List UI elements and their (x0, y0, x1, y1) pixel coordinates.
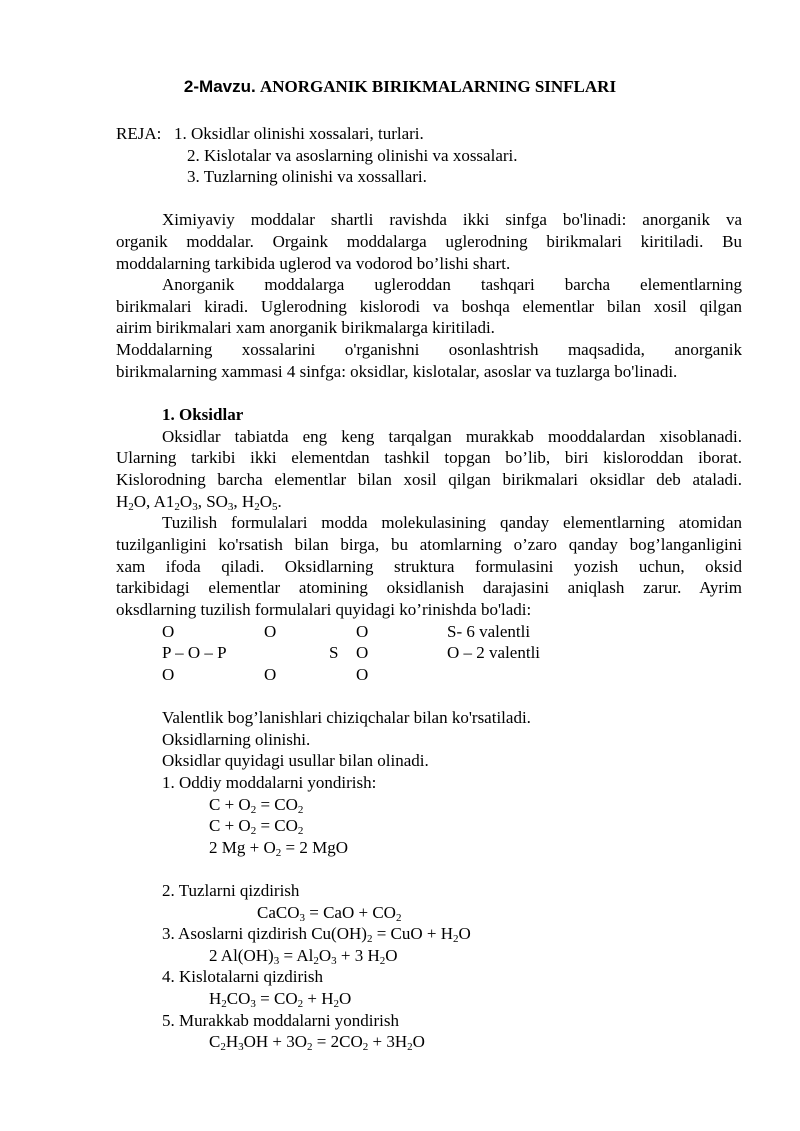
title-main: ANORGANIK BIRIKMALARNING SINFLARI (259, 77, 617, 96)
valentlik-line: Valentlik bog’lanishlari chiziqchalar bilan ko'rsatiladi. (162, 708, 531, 727)
structure-r1-c4: S- 6 valentli (447, 622, 531, 641)
reja-item-1: 1. Oksidlar olinishi xossalari, turlari. (174, 124, 424, 143)
method-3: 3. Asoslarni qizdirish $Cu(OH)_2$ = CuO + $H_2O$ (162, 924, 471, 945)
oksidlar-p1-line-1: Oksidlar tabiatda eng keng tarqalgan murakkab mooddalardan xisoblanadi. (162, 427, 742, 446)
intro-p3-line-2: birikmalarning xammasi 4 sinfga: oksidlar, kislotalar, asoslar va tuzlarga bo'linadi. (116, 362, 678, 381)
equation-3: 2 $Mg + O_2 = 2$ MgO (209, 838, 348, 859)
oksidlar-p1-line-2: Ularning tarkibi ikki elementdan tashkil topgan bo’lib, biri kisloroddan iborat. (116, 448, 742, 467)
reja-label: REJA: (116, 124, 162, 143)
method-1: 1. Oddiy moddalarni yondirish: (162, 773, 377, 792)
structure-r3-c3: O (356, 665, 369, 684)
structure-r1-c3: O (356, 622, 369, 641)
method-2: 2. Tuzlarni qizdirish (162, 881, 300, 900)
title-prefix: 2-Mavzu. (183, 77, 256, 96)
intro-p2-line-2: birikmalari kiradi. Uglerodning kislorodi va boshqa elementlar bilan xosil qilgan (116, 297, 742, 316)
page-title (0, 77, 800, 97)
intro-p1-line-2: organik moddalar. Orgaink moddalarga uglerodning birikmalari kiritiladi. Bu (116, 232, 742, 251)
oksidlar-p1-line-3: Kislorodning barcha elementlar bilan xosil qilgan birikmalari oksidlar deb ataladi. (116, 470, 742, 489)
structure-r2-c2: S (329, 643, 339, 662)
intro-p2-line-3: airim birikmalari xam anorganik birikmalarga kiritiladi. (116, 318, 495, 337)
olinishi-line: Oksidlarning olinishi. (162, 730, 311, 749)
method-4: 4. Kislotalarni qizdirish (162, 967, 324, 986)
structure-r1-c1: O (162, 622, 175, 641)
oksidlar-p2-line-2: tuzilganligini ko'rsatish bilan birga, bu atomlarning o’zaro qanday bog’langanligini (116, 535, 742, 554)
equation-4: CaCO$_3$ = CaO + $CO_2$ (257, 903, 402, 924)
equation-5: 2 $Al(OH)_3 = Al_2O_3 + 3$ $H_2O$ (209, 946, 398, 967)
structure-r2-c1: P – O – P (162, 643, 227, 662)
structure-r3-c2: O (264, 665, 277, 684)
structure-r2-c3: O (356, 643, 369, 662)
reja-item-2: 2. Kislotalar va asoslarning olinishi va xossalari. (187, 146, 518, 165)
intro-p1-line-3: moddalarning tarkibida uglerod va vodorod bo’lishi shart. (116, 254, 511, 273)
structure-r2-c4: O – 2 valentli (447, 643, 541, 662)
oksidlar-p2-line-3: xam ifoda qiladi. Oksidlarning struktura formulasini yozish uchun, oksid (116, 557, 742, 576)
intro-p3-line-1: Moddalarning xossalarini o'rganishni osonlashtrish maqsadida, anorganik (116, 340, 742, 359)
formula-examples: $H_2O$, $A1_2O_3$, $SO_3$, $H_2O_5$. (116, 492, 282, 513)
intro-p1-line-1: Ximiyaviy moddalar shartli ravishda ikki sinfga bo'linadi: anorganik va (162, 210, 742, 229)
intro-p2-line-1: Anorganik moddalarga ugleroddan tashqari barcha elementlarning (162, 275, 742, 294)
usullar-line: Oksidlar quyidagi usullar bilan olinadi. (162, 751, 429, 770)
structure-r1-c2: O (264, 622, 277, 641)
equation-6: $H_2CO_3 = CO_2 + H_2O$ (209, 989, 352, 1010)
oksidlar-p2-line-5: oksdlarning tuzilish formulalari quyidagi ko’rinishda bo'ladi: (116, 600, 532, 619)
oksidlar-p2-line-1: Tuzilish formulalari modda molekulasining qanday elementlarning atomidan (162, 513, 742, 532)
equation-2: $C + O_2 = CO_2$ (209, 816, 304, 837)
method-5: 5. Murakkab moddalarni yondirish (162, 1011, 400, 1030)
structure-r3-c1: O (162, 665, 175, 684)
reja-item-3: 3. Tuzlarning olinishi va xossallari. (187, 167, 427, 186)
oksidlar-p2-line-4: tarkibidagi elementlar atomining oksidlanish darajasini aniqlash zarur. Ayrim (116, 578, 742, 597)
equation-7: $C_2H_3OH + 3O_2 = 2CO_2 + 3H_2O$ (209, 1032, 425, 1053)
equation-1: $C + O_2 = CO_2$ (209, 795, 304, 816)
section-heading: 1. Oksidlar (162, 405, 244, 424)
